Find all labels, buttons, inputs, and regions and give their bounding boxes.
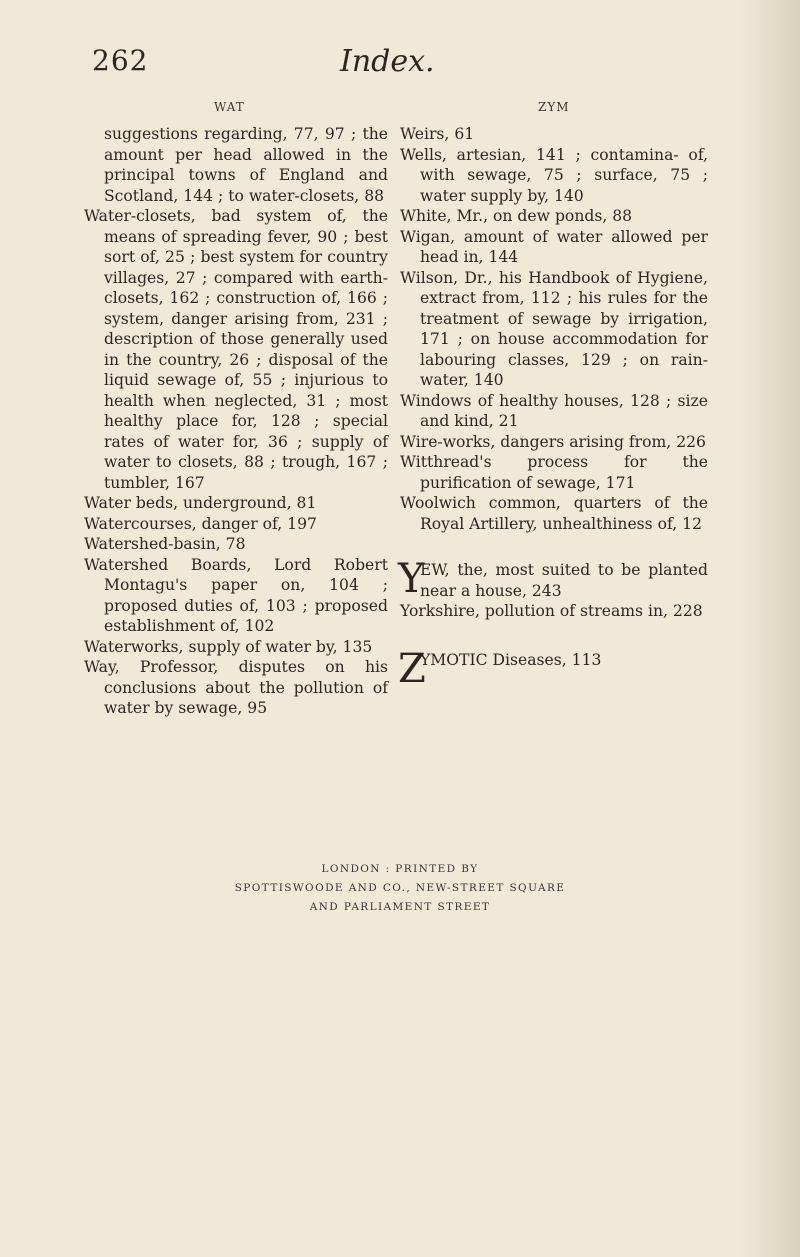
index-entry: Windows of healthy houses, 128 ; size and kind, 21 (400, 391, 708, 430)
left-column-guide-word: WAT (214, 100, 245, 114)
right-column-guide-word: ZYM (538, 100, 570, 114)
index-entry: Watershed-basin, 78 (84, 535, 246, 553)
index-entry: Witthread's process for the purification of sewage, 171 (400, 453, 708, 492)
page-edge-shadow (740, 0, 800, 1257)
page-title: Index. (340, 44, 435, 79)
printer-imprint (0, 860, 800, 917)
index-entry: Watershed Boards, Lord Robert Montagu's paper on, 104 ; proposed duties of, 103 ; proposed establishment of, 102 (84, 555, 388, 635)
index-entry: Watercourses, danger of, 197 (84, 514, 317, 533)
index-entry: Wigan, amount of water allowed per head in, 144 (400, 227, 708, 266)
index-entry: Wilson, Dr., his Handbook of Hygiene, extract from, 112 ; his rules for the treatment of sewage by irrigation, 171 ; on house accommodation for labouring classes, 129 ; on rain-water, 140 (400, 268, 708, 389)
section-z (398, 645, 708, 692)
right-column (398, 124, 708, 692)
imprint-line: LONDON : PRINTED BY (321, 863, 479, 875)
index-entry: Wire-works, dangers arising from, 226 (400, 432, 706, 451)
index-entry: Woolwich common, quarters of the Royal Artillery, unhealthiness of, 12 (400, 494, 708, 533)
index-entry: Yorkshire, pollution of streams in, 228 (400, 602, 703, 620)
imprint-line: SPOTTISWOODE AND CO., NEW-STREET SQUARE (234, 882, 566, 894)
page-number: 262 (92, 44, 149, 77)
index-entry: Water beds, underground, 81 (84, 494, 317, 512)
index-entry: Weirs, 61 (400, 125, 475, 143)
index-entry: White, Mr., on dew ponds, 88 (400, 207, 633, 225)
index-entry: Way, Professor, disputes on his conclusions about the pollution of water by sewage, 95 (84, 658, 388, 717)
running-header (0, 44, 800, 84)
index-entry: Wells, artesian, 141 ; contamina- of, with sewage, 75 ; surface, 75 ; water supply by, 140 (400, 145, 708, 205)
section-y (398, 556, 708, 602)
drop-cap-y: Y (398, 556, 425, 602)
index-entry: Water-closets, bad system of, the means of spreading fever, 90 ; best sort of, 25 ; best system for country villages, 27 ; compared with earth-closets, 162 ; construction of, 166 ; system, danger arising from, 231 ; description of those generally used in the country, 26 ; disposal of the liquid sewage of, 55 ; injurious to health when neglected, 31 ; most healthy place for, 128 ; special rates of water for, 36 ; supply of water to closets, 88 ; trough, 167 ; tumbler, 167 (84, 207, 388, 492)
left-column (84, 124, 388, 719)
section-gap (400, 622, 708, 650)
section-gap (400, 534, 708, 560)
index-entry: Waterworks, supply of water by, 135 (84, 637, 373, 656)
index-entry: EW, the, most suited to be planted near a house, 243 (420, 561, 708, 600)
index-entry: suggestions regarding, 77, 97 ; the amount per head allowed in the principal towns of England and Scotland, 144 ; to water-closets, 88 (104, 125, 388, 205)
imprint-line: AND PARLIAMENT STREET (309, 901, 491, 913)
drop-cap-z: Z (398, 645, 426, 692)
index-entry: YMOTIC Diseases, 113 (420, 650, 602, 669)
